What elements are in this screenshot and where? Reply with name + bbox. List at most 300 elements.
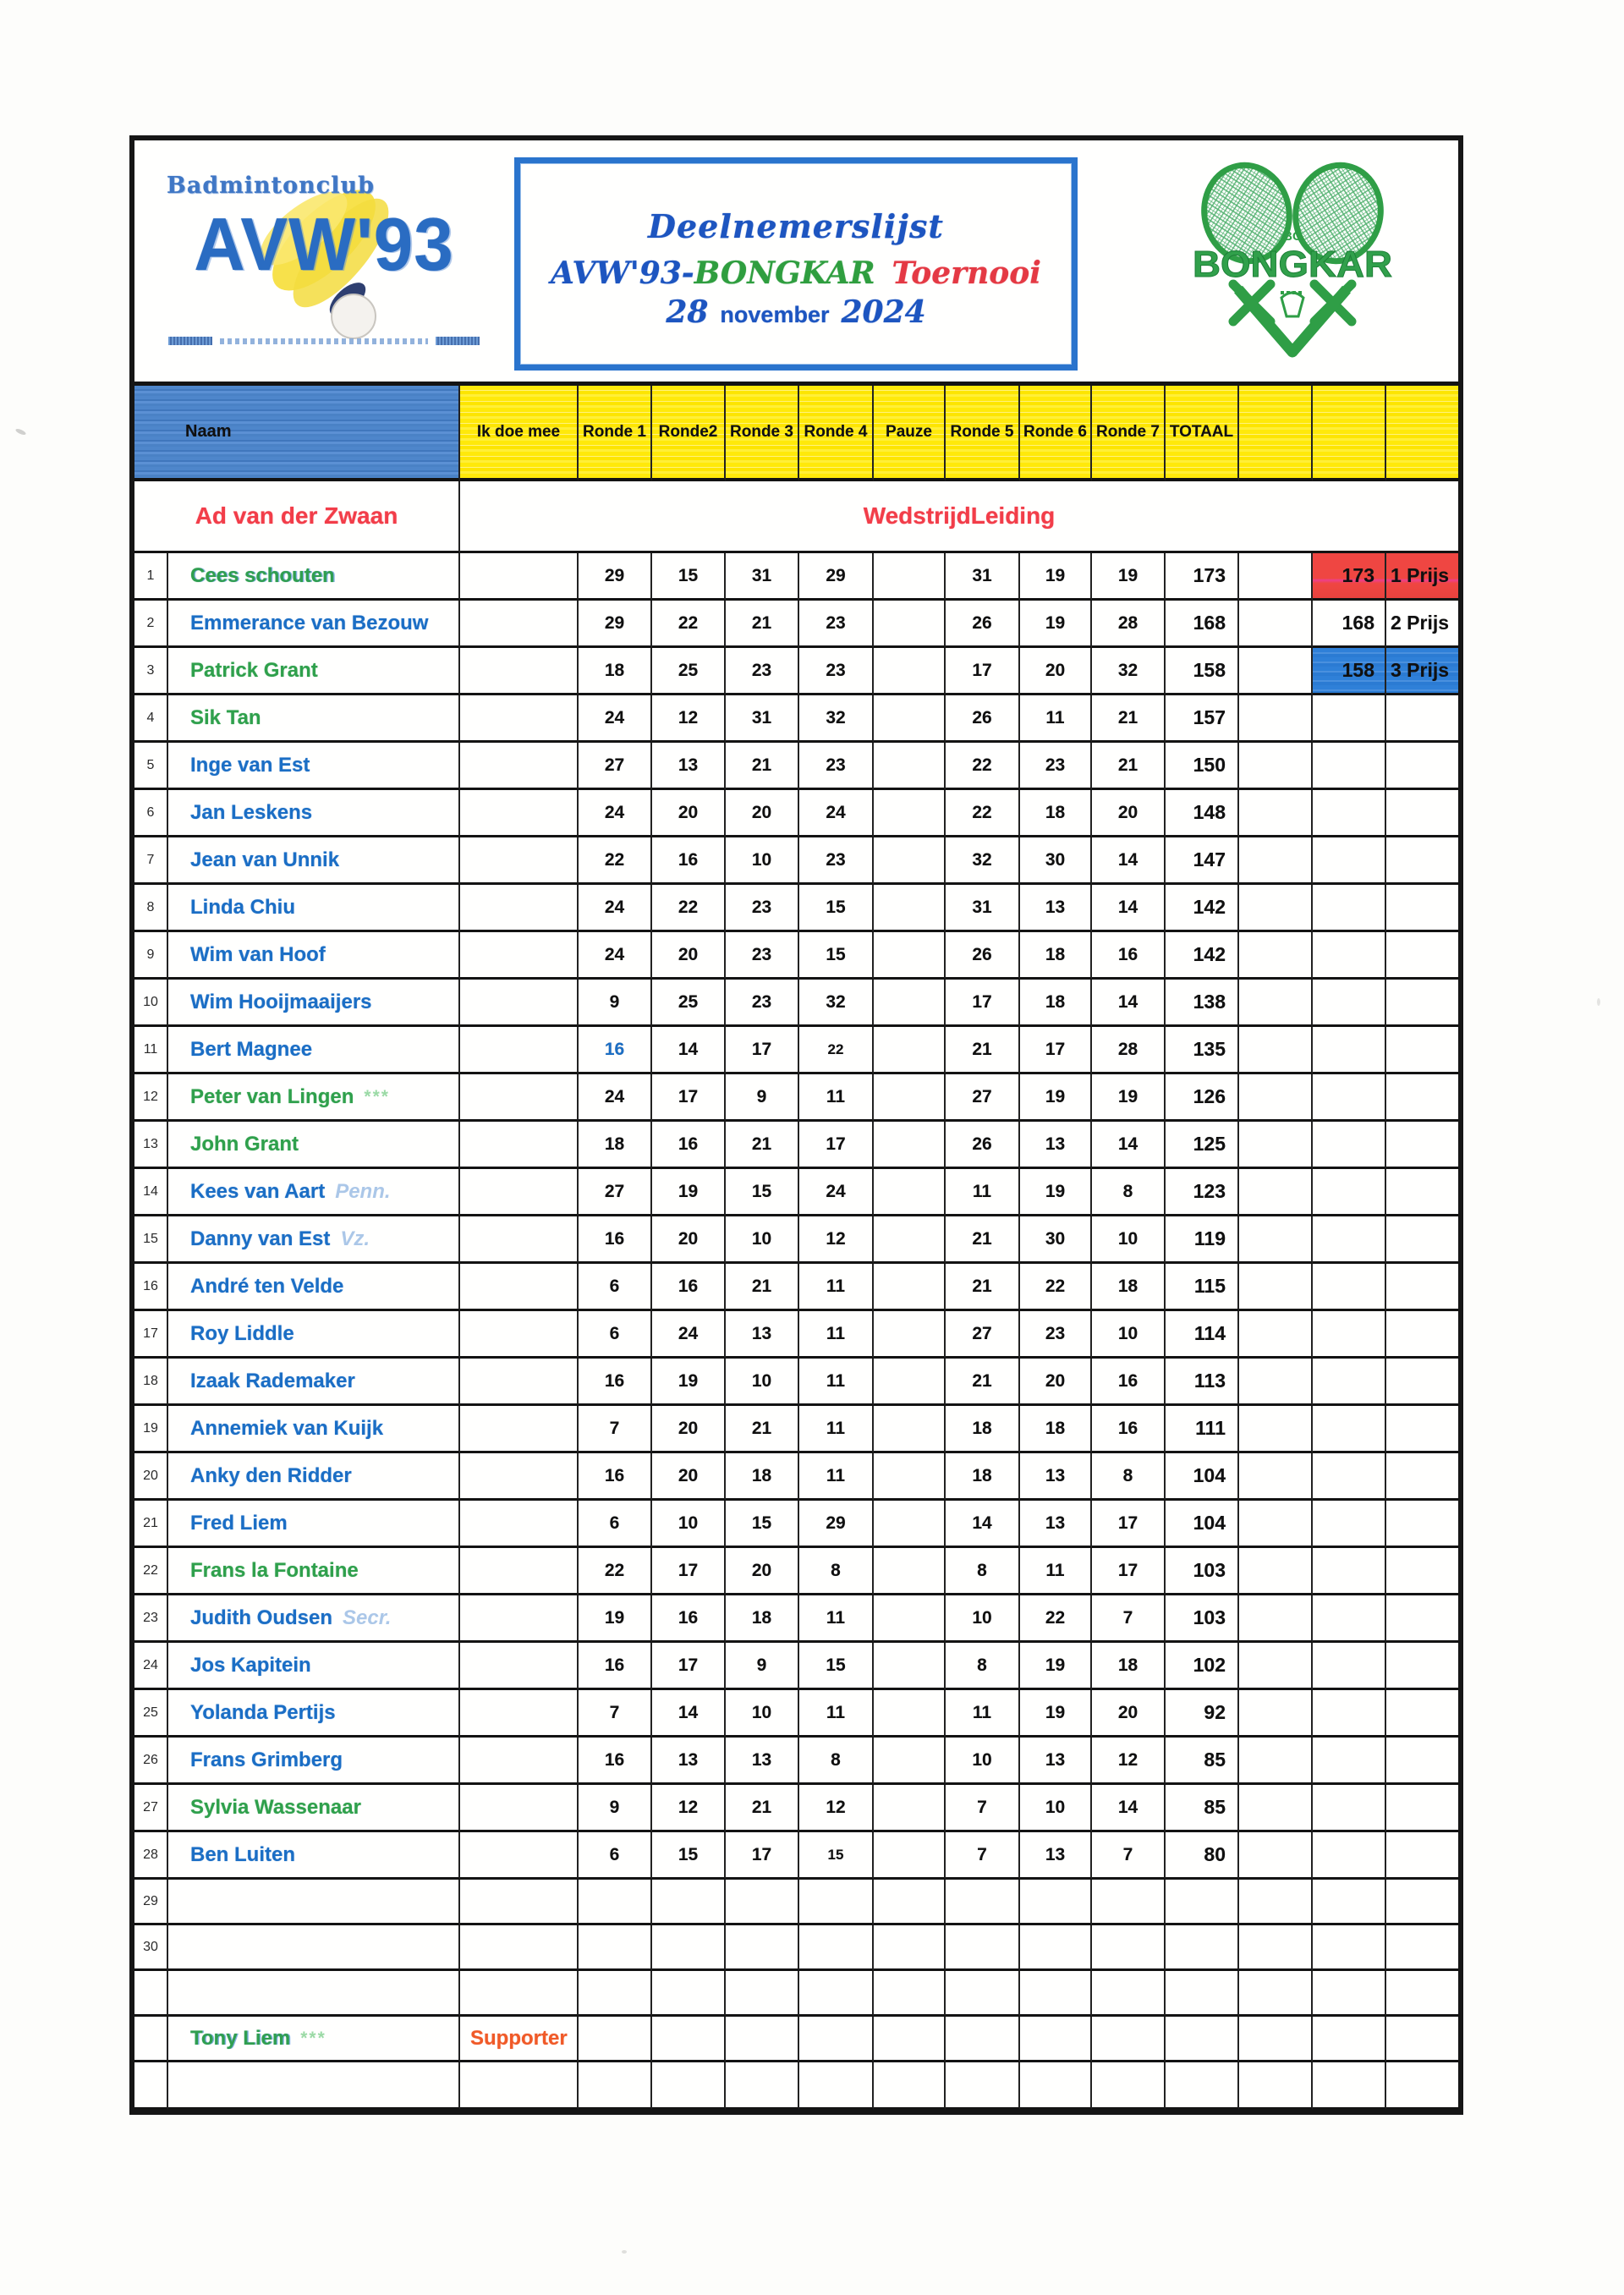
score-ronde-1: 7: [579, 1406, 652, 1453]
score-ronde-4: 8: [799, 1548, 874, 1595]
total-cell: 158: [1166, 648, 1239, 695]
score-ronde-1: 16: [579, 1453, 652, 1501]
participant-name-cell: [168, 1359, 460, 1406]
prize-label-cell: [1386, 1785, 1458, 1832]
spacer-cell: [1239, 695, 1313, 743]
spacer-cell: [1239, 1264, 1313, 1311]
score-ronde-2: 24: [652, 1311, 726, 1359]
score-ronde-6: 19: [1020, 1643, 1092, 1690]
score-ronde-6: [1020, 2017, 1092, 2062]
prize-label-cell: [1386, 1548, 1458, 1595]
total-cell: 104: [1166, 1501, 1239, 1548]
score-ronde-3: 10: [726, 1690, 799, 1738]
score-ronde-1: 7: [579, 1690, 652, 1738]
prize-label-cell: [1386, 2017, 1458, 2062]
prize-label-cell: [1386, 1971, 1458, 2017]
score-ronde-5: 32: [946, 837, 1020, 885]
ik-doe-mee-cell: [460, 1027, 579, 1074]
score-ronde-7: 17: [1092, 1548, 1166, 1595]
ik-doe-mee-cell: [460, 553, 579, 601]
participant-name-cell: [168, 790, 460, 837]
score-ronde-6: 13: [1020, 1501, 1092, 1548]
row-number-cell: 23: [134, 1595, 168, 1643]
score-ronde-1: 6: [579, 1832, 652, 1880]
column-header: Ronde 4: [799, 386, 874, 481]
score-ronde-5: [946, 1971, 1020, 2017]
participant-name: Inge van Est: [190, 753, 310, 777]
score-ronde-3: [726, 1880, 799, 1925]
score-pauze: [874, 1453, 946, 1501]
prize-label-cell: [1386, 790, 1458, 837]
score-ronde-7: 19: [1092, 1074, 1166, 1122]
score-ronde-5: 21: [946, 1216, 1020, 1264]
ik-doe-mee-cell: [460, 648, 579, 695]
score-ronde-1: 18: [579, 1122, 652, 1169]
participant-name-suffix: ***: [300, 2028, 326, 2048]
participant-name: Danny van Est: [190, 1227, 331, 1250]
score-pauze: [874, 1595, 946, 1643]
score-ronde-4: 8: [799, 1738, 874, 1785]
bongkar-rackets-icon: [1186, 156, 1399, 365]
spacer-cell: [1239, 1643, 1313, 1690]
score-ronde-4: 15: [799, 932, 874, 980]
participant-name: André ten Velde: [190, 1274, 344, 1298]
score-ronde-7: 14: [1092, 980, 1166, 1027]
score-ronde-6: 23: [1020, 1311, 1092, 1359]
score-ronde-7: 8: [1092, 1169, 1166, 1216]
prize-label-cell: [1386, 743, 1458, 790]
score-ronde-2: 17: [652, 1643, 726, 1690]
score-ronde-7: 20: [1092, 790, 1166, 837]
spacer-cell: [1239, 1453, 1313, 1501]
prize-total-cell: [1313, 1595, 1386, 1643]
score-ronde-3: 21: [726, 1785, 799, 1832]
score-ronde-2: 17: [652, 1074, 726, 1122]
score-ronde-6: [1020, 1971, 1092, 2017]
prize-total-cell: [1313, 1690, 1386, 1738]
total-cell: 142: [1166, 885, 1239, 932]
participant-name-cell: [168, 1785, 460, 1832]
score-ronde-3: 20: [726, 1548, 799, 1595]
participant-name: Frans la Fontaine: [190, 1558, 359, 1582]
header-band: [134, 140, 1458, 386]
prize-label-cell: [1386, 1738, 1458, 1785]
participant-name-cell: [168, 1738, 460, 1785]
total-cell: [1166, 2062, 1239, 2110]
prize-total-cell: [1313, 1359, 1386, 1406]
score-ronde-1: [579, 1971, 652, 2017]
score-ronde-4: 11: [799, 1690, 874, 1738]
score-ronde-2: 16: [652, 1264, 726, 1311]
score-ronde-6: 22: [1020, 1264, 1092, 1311]
tournament-title-box: [514, 157, 1078, 371]
row-number-cell: [134, 1971, 168, 2017]
score-ronde-1: 22: [579, 837, 652, 885]
score-ronde-4: 11: [799, 1074, 874, 1122]
total-cell: 148: [1166, 790, 1239, 837]
row-number-cell: 29: [134, 1880, 168, 1925]
score-ronde-5: 7: [946, 1785, 1020, 1832]
prize-total-cell: [1313, 790, 1386, 837]
ik-doe-mee-cell: [460, 601, 579, 648]
participant-name: Anky den Ridder: [190, 1463, 352, 1487]
avw-logo-motto: [168, 337, 480, 345]
spacer-cell: [1239, 1738, 1313, 1785]
score-ronde-4: [799, 1971, 874, 2017]
ik-doe-mee-cell: [460, 743, 579, 790]
prize-label-cell: 1 Prijs: [1386, 553, 1458, 601]
prize-total-cell: [1313, 1406, 1386, 1453]
score-ronde-3: [726, 2017, 799, 2062]
score-ronde-5: 8: [946, 1643, 1020, 1690]
participant-name-cell: [168, 1453, 460, 1501]
participant-name: Sylvia Wassenaar: [190, 1795, 361, 1819]
participant-name: Jean van Unnik: [190, 848, 340, 871]
score-ronde-3: 31: [726, 695, 799, 743]
score-ronde-6: 19: [1020, 601, 1092, 648]
score-ronde-7: 16: [1092, 1406, 1166, 1453]
score-ronde-5: 7: [946, 1832, 1020, 1880]
score-ronde-2: [652, 2017, 726, 2062]
column-header: [1386, 386, 1458, 481]
participant-name-cell: [168, 2062, 460, 2110]
participant-name: Wim Hooijmaaijers: [190, 990, 372, 1013]
prize-total-cell: [1313, 980, 1386, 1027]
participant-name: Ben Luiten: [190, 1842, 295, 1866]
participant-name-cell: [168, 1216, 460, 1264]
score-ronde-5: [946, 2062, 1020, 2110]
prize-label-cell: 2 Prijs: [1386, 601, 1458, 648]
score-ronde-2: 10: [652, 1501, 726, 1548]
score-ronde-1: 9: [579, 1785, 652, 1832]
ik-doe-mee-cell: [460, 837, 579, 885]
score-ronde-1: 6: [579, 1264, 652, 1311]
score-ronde-5: 14: [946, 1501, 1020, 1548]
score-pauze: [874, 2062, 946, 2110]
prize-label-cell: [1386, 1311, 1458, 1359]
score-ronde-1: 24: [579, 1074, 652, 1122]
score-ronde-4: 15: [799, 1832, 874, 1880]
prize-total-cell: [1313, 1453, 1386, 1501]
score-ronde-6: 10: [1020, 1785, 1092, 1832]
scan-artifact: [15, 428, 27, 436]
score-ronde-5: 22: [946, 743, 1020, 790]
prize-total-cell: [1313, 695, 1386, 743]
score-ronde-2: 16: [652, 1122, 726, 1169]
total-cell: 111: [1166, 1406, 1239, 1453]
spacer-cell: [1239, 837, 1313, 885]
column-header: TOTAAL: [1166, 386, 1239, 481]
spacer-cell: [1239, 1925, 1313, 1971]
score-ronde-4: 11: [799, 1311, 874, 1359]
row-number-cell: [134, 2017, 168, 2062]
prize-label-cell: [1386, 1264, 1458, 1311]
score-ronde-1: 16: [579, 1359, 652, 1406]
prize-total-cell: 168: [1313, 601, 1386, 648]
score-ronde-5: 21: [946, 1359, 1020, 1406]
score-ronde-6: 23: [1020, 743, 1092, 790]
spacer-cell: [1239, 1690, 1313, 1738]
score-ronde-4: 29: [799, 1501, 874, 1548]
spacer-cell: [1239, 885, 1313, 932]
participant-name-cell: [168, 1880, 460, 1925]
score-ronde-6: 18: [1020, 980, 1092, 1027]
score-ronde-2: 20: [652, 932, 726, 980]
score-pauze: [874, 1785, 946, 1832]
prize-total-cell: [1313, 1832, 1386, 1880]
score-ronde-4: [799, 1925, 874, 1971]
score-ronde-3: 17: [726, 1832, 799, 1880]
score-ronde-6: 18: [1020, 932, 1092, 980]
score-ronde-2: [652, 1925, 726, 1971]
score-ronde-7: 12: [1092, 1738, 1166, 1785]
match-director-role: [460, 481, 1458, 553]
prize-label-cell: [1386, 1832, 1458, 1880]
participant-name: Sik Tan: [190, 706, 261, 729]
score-ronde-2: 17: [652, 1548, 726, 1595]
prize-total-cell: [1313, 1925, 1386, 1971]
prize-label-cell: [1386, 695, 1458, 743]
total-cell: 115: [1166, 1264, 1239, 1311]
ik-doe-mee-cell: [460, 980, 579, 1027]
total-cell: 114: [1166, 1311, 1239, 1359]
prize-total-cell: [1313, 1501, 1386, 1548]
total-cell: 142: [1166, 932, 1239, 980]
score-ronde-6: [1020, 2062, 1092, 2110]
score-ronde-6: 11: [1020, 695, 1092, 743]
score-ronde-1: 16: [579, 1643, 652, 1690]
participant-name: John Grant: [190, 1132, 299, 1156]
row-number-cell: 3: [134, 648, 168, 695]
ik-doe-mee-cell: [460, 1785, 579, 1832]
score-ronde-7: 8: [1092, 1453, 1166, 1501]
participant-name-cell: [168, 648, 460, 695]
total-cell: 123: [1166, 1169, 1239, 1216]
participant-name-cell: [168, 695, 460, 743]
row-number-cell: 5: [134, 743, 168, 790]
score-ronde-6: 13: [1020, 1738, 1092, 1785]
prize-total-cell: 158: [1313, 648, 1386, 695]
score-ronde-3: 9: [726, 1074, 799, 1122]
score-ronde-1: 29: [579, 601, 652, 648]
ik-doe-mee-cell: Supporter: [460, 2017, 579, 2062]
row-number-cell: 21: [134, 1501, 168, 1548]
score-ronde-5: 22: [946, 790, 1020, 837]
total-cell: 102: [1166, 1643, 1239, 1690]
score-ronde-7: 19: [1092, 553, 1166, 601]
total-cell: [1166, 1880, 1239, 1925]
prize-total-cell: [1313, 1122, 1386, 1169]
row-number-cell: 27: [134, 1785, 168, 1832]
score-ronde-5: 31: [946, 885, 1020, 932]
prize-label-cell: [1386, 1169, 1458, 1216]
match-director-name: [134, 481, 460, 553]
score-pauze: [874, 1264, 946, 1311]
spacer-cell: [1239, 1595, 1313, 1643]
score-ronde-3: 21: [726, 1122, 799, 1169]
score-ronde-5: 10: [946, 1738, 1020, 1785]
score-ronde-4: 32: [799, 980, 874, 1027]
prize-total-cell: [1313, 1216, 1386, 1264]
spacer-cell: [1239, 1548, 1313, 1595]
spacer-cell: [1239, 1027, 1313, 1074]
prize-total-cell: [1313, 1880, 1386, 1925]
spacer-cell: [1239, 1971, 1313, 2017]
score-pauze: [874, 1359, 946, 1406]
ik-doe-mee-cell: [460, 1880, 579, 1925]
score-ronde-7: [1092, 1971, 1166, 2017]
prize-total-cell: [1313, 743, 1386, 790]
score-ronde-7: 28: [1092, 601, 1166, 648]
score-pauze: [874, 695, 946, 743]
participant-name-cell: [168, 1501, 460, 1548]
total-cell: 150: [1166, 743, 1239, 790]
row-number-cell: 14: [134, 1169, 168, 1216]
prize-label-cell: [1386, 1880, 1458, 1925]
row-number-cell: 8: [134, 885, 168, 932]
score-ronde-6: 17: [1020, 1027, 1092, 1074]
score-ronde-1: 18: [579, 648, 652, 695]
score-pauze: [874, 1832, 946, 1880]
score-ronde-4: 23: [799, 743, 874, 790]
score-pauze: [874, 743, 946, 790]
score-ronde-4: [799, 2062, 874, 2110]
participant-name: Cees schouten: [190, 563, 335, 587]
score-ronde-6: 22: [1020, 1595, 1092, 1643]
ik-doe-mee-cell: [460, 1122, 579, 1169]
prize-total-cell: [1313, 1738, 1386, 1785]
prize-label-cell: [1386, 1122, 1458, 1169]
prize-total-cell: [1313, 1785, 1386, 1832]
column-header: [1239, 386, 1313, 481]
score-ronde-3: 9: [726, 1643, 799, 1690]
total-cell: 103: [1166, 1548, 1239, 1595]
spacer-cell: [1239, 743, 1313, 790]
score-ronde-2: 25: [652, 980, 726, 1027]
score-ronde-4: 15: [799, 885, 874, 932]
row-number-cell: 18: [134, 1359, 168, 1406]
score-ronde-1: 16: [579, 1738, 652, 1785]
score-ronde-1: [579, 2062, 652, 2110]
column-header: Ronde 7: [1092, 386, 1166, 481]
prize-label-cell: [1386, 1074, 1458, 1122]
score-ronde-7: 14: [1092, 885, 1166, 932]
score-ronde-3: 21: [726, 1406, 799, 1453]
score-ronde-7: 10: [1092, 1311, 1166, 1359]
prize-label-cell: [1386, 1690, 1458, 1738]
row-number-cell: 13: [134, 1122, 168, 1169]
score-ronde-1: [579, 1880, 652, 1925]
total-cell: 104: [1166, 1453, 1239, 1501]
total-cell: [1166, 1971, 1239, 2017]
participant-name-cell: [168, 1169, 460, 1216]
score-pauze: [874, 1501, 946, 1548]
ik-doe-mee-cell: [460, 1595, 579, 1643]
column-header-naam: Naam: [134, 386, 460, 481]
score-pauze: [874, 1311, 946, 1359]
score-ronde-3: 10: [726, 1216, 799, 1264]
score-ronde-6: 19: [1020, 1690, 1092, 1738]
score-ronde-2: 12: [652, 1785, 726, 1832]
participant-name: Fred Liem: [190, 1511, 288, 1535]
participant-name-suffix: Penn.: [335, 1179, 391, 1203]
score-ronde-5: 17: [946, 648, 1020, 695]
score-ronde-2: 20: [652, 1453, 726, 1501]
avw-club-word: Badmintonclub: [167, 173, 375, 199]
score-pauze: [874, 1074, 946, 1122]
row-number-cell: 25: [134, 1690, 168, 1738]
score-ronde-6: [1020, 1925, 1092, 1971]
score-ronde-7: [1092, 1925, 1166, 1971]
participant-name-cell: [168, 1832, 460, 1880]
score-ronde-7: 14: [1092, 1122, 1166, 1169]
score-ronde-3: [726, 1971, 799, 2017]
score-ronde-7: [1092, 1880, 1166, 1925]
score-ronde-1: 24: [579, 695, 652, 743]
total-cell: [1166, 1925, 1239, 1971]
score-pauze: [874, 1971, 946, 2017]
score-ronde-3: 21: [726, 601, 799, 648]
prize-label-cell: [1386, 1643, 1458, 1690]
row-number-cell: 20: [134, 1453, 168, 1501]
score-ronde-5: 10: [946, 1595, 1020, 1643]
score-ronde-5: 21: [946, 1027, 1020, 1074]
score-ronde-2: 13: [652, 1738, 726, 1785]
score-ronde-7: 17: [1092, 1501, 1166, 1548]
score-ronde-5: 18: [946, 1453, 1020, 1501]
score-ronde-5: 8: [946, 1548, 1020, 1595]
score-pauze: [874, 1738, 946, 1785]
score-ronde-3: 18: [726, 1453, 799, 1501]
score-ronde-2: 19: [652, 1359, 726, 1406]
prize-label-cell: [1386, 2062, 1458, 2110]
spacer-cell: [1239, 2062, 1313, 2110]
row-number-cell: 2: [134, 601, 168, 648]
score-ronde-3: 23: [726, 648, 799, 695]
prize-total-cell: [1313, 1311, 1386, 1359]
ik-doe-mee-cell: [460, 1548, 579, 1595]
score-ronde-5: 11: [946, 1169, 1020, 1216]
spacer-cell: [1239, 1311, 1313, 1359]
score-ronde-2: 19: [652, 1169, 726, 1216]
score-ronde-7: 10: [1092, 1216, 1166, 1264]
wedstrijdleiding-label: WedstrijdLeiding: [863, 502, 1056, 529]
title-segment: Toernooi: [892, 255, 1041, 291]
score-ronde-1: 24: [579, 932, 652, 980]
score-ronde-5: 18: [946, 1406, 1020, 1453]
participant-name-suffix: Vz.: [340, 1227, 370, 1250]
prize-label-cell: [1386, 1925, 1458, 1971]
score-ronde-2: [652, 1971, 726, 2017]
score-ronde-4: 11: [799, 1264, 874, 1311]
score-ronde-7: 7: [1092, 1595, 1166, 1643]
title-deelnemerslijst: Deelnemerslijst: [648, 207, 944, 245]
score-ronde-3: 15: [726, 1501, 799, 1548]
participant-name-cell: [168, 1971, 460, 2017]
total-cell: 173: [1166, 553, 1239, 601]
spacer-cell: [1239, 790, 1313, 837]
score-ronde-7: 21: [1092, 743, 1166, 790]
score-ronde-2: 14: [652, 1027, 726, 1074]
total-cell: 147: [1166, 837, 1239, 885]
participant-name-cell: [168, 1074, 460, 1122]
score-ronde-4: 12: [799, 1216, 874, 1264]
total-cell: 168: [1166, 601, 1239, 648]
score-ronde-2: 13: [652, 743, 726, 790]
score-ronde-6: 20: [1020, 648, 1092, 695]
score-ronde-2: [652, 1880, 726, 1925]
score-ronde-5: 26: [946, 601, 1020, 648]
